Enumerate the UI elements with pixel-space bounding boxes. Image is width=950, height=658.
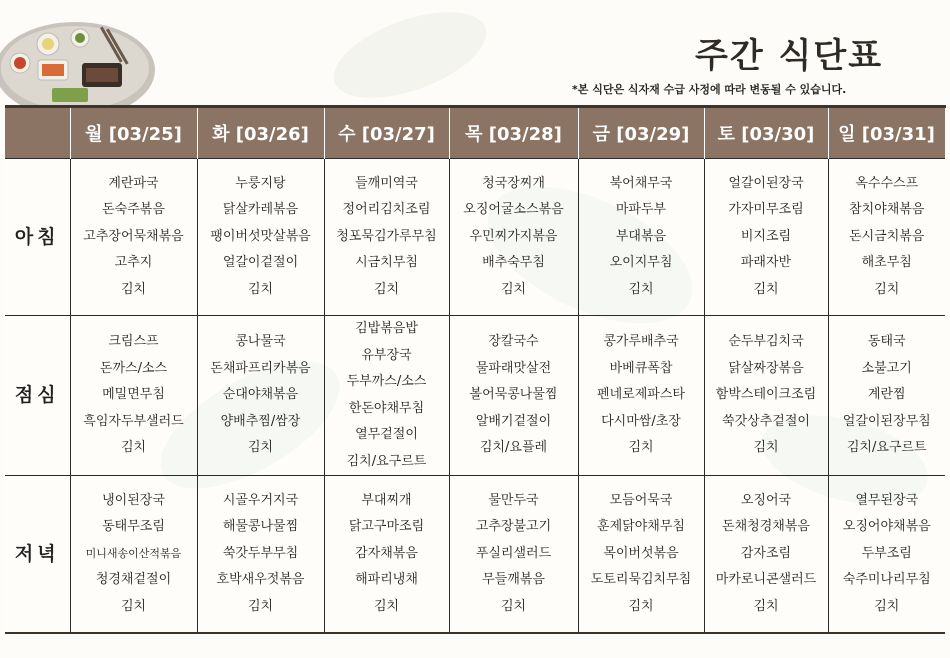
menu-cell	[449, 316, 578, 476]
menu-cell	[578, 316, 704, 476]
menu-item: 김치/요플레	[479, 440, 548, 456]
menu-item: 김치	[500, 281, 527, 297]
menu-item: 푸실리샐러드	[475, 545, 552, 561]
menu-item: 콩나물국	[235, 334, 286, 350]
menu-item: 얼갈이겉절이	[222, 255, 299, 271]
menu-item: 콩가루배추국	[603, 334, 679, 350]
menu-item: 김치	[120, 281, 147, 297]
menu-item: 김치	[373, 598, 400, 614]
menu-item: 다시마쌈/초장	[601, 413, 681, 429]
menu-item: 유부장국	[361, 347, 412, 363]
food-plate-illustration	[0, 8, 155, 108]
menu-item: 감자채볶음	[355, 545, 418, 561]
menu-item: 시골우거지국	[222, 492, 299, 508]
menu-item: 가자미무조림	[728, 202, 804, 218]
menu-cell	[197, 476, 324, 633]
menu-item: 메밀면무침	[102, 387, 165, 403]
menu-item: 돈채파프리카볶음	[210, 360, 311, 376]
menu-cell	[324, 476, 449, 633]
menu-item: 닭살짜장볶음	[728, 360, 804, 376]
menu-cell	[449, 159, 578, 316]
menu-item: 청국장찌개	[482, 175, 545, 191]
day-header-row	[5, 107, 945, 159]
menu-item: 정어리김치조림	[342, 202, 431, 218]
menu-item: 한돈야채무침	[348, 400, 425, 416]
menu-item: 얼갈이된장국	[728, 175, 804, 191]
menu-item: 김치	[753, 440, 779, 456]
menu-item: 김치	[628, 598, 654, 614]
menu-item: 돈숙주볶음	[102, 202, 165, 218]
meal-label: 아침	[5, 159, 70, 316]
menu-item: 해초무침	[861, 255, 912, 271]
menu-item: 물만두국	[488, 492, 539, 508]
menu-item: 들깨미역국	[355, 175, 418, 191]
menu-item: 두부조림	[861, 545, 912, 561]
menu-item: 양배추찜/쌈장	[220, 413, 301, 429]
menu-item: 바베큐폭찹	[609, 360, 673, 376]
menu-item: 부대찌개	[361, 492, 412, 508]
menu-item: 시금치무침	[355, 255, 418, 271]
menu-item: 김치	[120, 598, 147, 614]
menu-item: 호박새우젓볶음	[216, 572, 305, 587]
menu-item: 마카로니콘샐러드	[715, 572, 817, 587]
menu-item: 닭살카레볶음	[222, 202, 299, 218]
menu-item: 파래자반	[740, 255, 792, 271]
menu-item: 김치	[247, 598, 274, 614]
menu-cell	[578, 476, 704, 633]
menu-item: 김치	[373, 281, 400, 297]
menu-item: 고추지	[114, 255, 153, 271]
menu-item: 물파래맛살전	[475, 360, 552, 376]
weekly-menu-table	[5, 105, 946, 634]
menu-item: 돈까스/소스	[99, 360, 168, 376]
meal-row	[5, 476, 945, 633]
menu-item: 모듬어묵국	[609, 492, 673, 508]
menu-cell	[197, 316, 324, 476]
menu-item: 팽이버섯맛살볶음	[210, 228, 311, 244]
menu-item: 동태국	[867, 334, 906, 350]
menu-item: 김치	[247, 281, 274, 297]
day-header: 금 [03/29]	[578, 107, 704, 159]
menu-item: 청포묵김가루무침	[336, 228, 437, 244]
menu-item: 크림스프	[108, 334, 159, 350]
day-header: 화 [03/26]	[197, 107, 324, 159]
menu-item: 열무된장국	[855, 492, 919, 508]
menu-item: 숙주미나리무침	[842, 572, 931, 587]
menu-item: 마파두부	[615, 202, 667, 218]
menu-item: 오징어국	[740, 492, 792, 508]
menu-item: 쑥갓두부무침	[222, 545, 299, 561]
menu-cell	[324, 159, 449, 316]
menu-item: 청경채겉절이	[95, 572, 172, 587]
menu-item: 계란파국	[108, 175, 159, 191]
menu-item: 냉이된장국	[102, 492, 165, 508]
menu-item: 우민찌가지볶음	[469, 228, 558, 244]
background-leaf	[323, 0, 497, 115]
menu-item: 소불고기	[861, 360, 912, 376]
menu-item: 미니새송이산적볶음	[85, 546, 182, 560]
menu-cell	[324, 316, 449, 476]
menu-item: 부대볶음	[615, 228, 667, 244]
menu-item: 김치	[753, 598, 779, 614]
menu-item: 흑임자두부샐러드	[83, 413, 184, 429]
menu-item: 오징어굴소스볶음	[463, 202, 564, 218]
meal-label: 점심	[5, 316, 70, 476]
menu-item: 순두부김치국	[728, 334, 804, 350]
menu-item: 김치	[120, 440, 147, 456]
menu-item: 쑥갓상추겉절이	[722, 413, 810, 429]
menu-cell	[704, 476, 828, 633]
day-header: 수 [03/27]	[324, 107, 449, 159]
menu-cell	[578, 159, 704, 316]
menu-item: 배추숙무침	[482, 255, 545, 271]
menu-item: 장칼국수	[488, 334, 539, 350]
menu-item: 김치/요구르트	[346, 453, 427, 469]
menu-item: 계란찜	[867, 387, 906, 403]
menu-item: 고추장불고기	[475, 519, 552, 534]
day-header: 토 [03/30]	[704, 107, 828, 159]
day-header: 목 [03/28]	[449, 107, 578, 159]
menu-item: 감자조림	[740, 545, 792, 561]
corner-cell	[5, 107, 70, 159]
menu-cell	[70, 476, 197, 633]
menu-item: 닭고구마조림	[348, 519, 425, 534]
menu-item: 옥수수스프	[855, 175, 919, 191]
menu-item: 얼갈이된장무침	[842, 413, 931, 429]
day-header: 월 [03/25]	[70, 107, 197, 159]
menu-item: 김치	[628, 281, 654, 297]
menu-item: 참치야채볶음	[849, 202, 925, 218]
menu-item: 돈시금치볶음	[849, 228, 925, 244]
menu-item: 목이버섯볶음	[603, 545, 679, 561]
menu-item: 펜네로제파스타	[597, 387, 685, 403]
menu-item: 오징어야채볶음	[842, 519, 931, 534]
menu-item: 함박스테이크조림	[715, 387, 817, 403]
menu-item: 순대야채볶음	[222, 387, 299, 403]
menu-item: 돈채청경채볶음	[722, 519, 810, 534]
menu-item: 훈제닭야채무침	[597, 519, 685, 534]
notice-text: *본 식단은 식자재 수급 사정에 따라 변동될 수 있습니다.	[572, 83, 847, 96]
menu-cell	[828, 476, 945, 633]
menu-item: 오이지무침	[609, 255, 673, 271]
menu-cell	[828, 316, 945, 476]
page-title: 주간 식단표	[695, 36, 884, 76]
menu-item: 고추장어묵채볶음	[83, 228, 184, 244]
menu-item: 동태무조림	[102, 519, 165, 534]
menu-cell	[70, 316, 197, 476]
menu-item: 해파리냉채	[355, 572, 418, 587]
menu-item: 볼어묵콩나물찜	[469, 387, 558, 403]
menu-cell	[828, 159, 945, 316]
menu-item: 북어채무국	[609, 175, 673, 191]
menu-item: 김치	[628, 440, 654, 456]
menu-item: 김밥볶음밥	[355, 321, 418, 336]
menu-item: 김치	[247, 440, 274, 456]
day-header: 일 [03/31]	[828, 107, 945, 159]
menu-item: 무들깨볶음	[482, 572, 545, 587]
meal-row	[5, 316, 945, 476]
menu-item: 해물콩나물찜	[222, 519, 299, 534]
menu-item: 비지조림	[740, 228, 792, 244]
menu-cell	[70, 159, 197, 316]
menu-item: 김치	[874, 598, 900, 614]
menu-item: 김치	[874, 281, 900, 297]
menu-item: 두부까스/소스	[346, 374, 427, 389]
menu-item: 김치	[500, 598, 527, 614]
menu-item: 알배기겉절이	[475, 413, 552, 429]
menu-item: 김치/요구르트	[846, 440, 927, 456]
menu-item: 누룽지탕	[235, 175, 286, 191]
menu-cell	[704, 159, 828, 316]
menu-cell	[197, 159, 324, 316]
menu-cell	[449, 476, 578, 633]
meal-label: 저녁	[5, 476, 70, 633]
menu-item: 김치	[753, 281, 779, 297]
menu-item: 열무겉절이	[355, 427, 418, 442]
meal-row	[5, 159, 945, 316]
menu-item: 도토리묵김치무침	[590, 572, 692, 587]
menu-cell	[704, 316, 828, 476]
